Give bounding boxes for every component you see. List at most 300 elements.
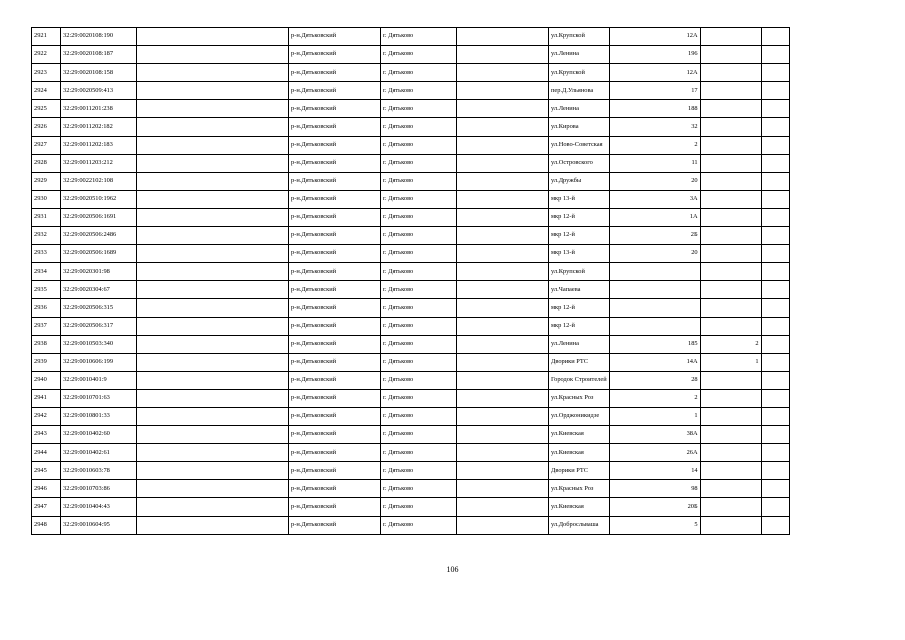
street-cell: ул.Кирова (549, 118, 610, 136)
empty-cell (761, 64, 789, 82)
street-cell: мкр 12-й (549, 227, 610, 245)
empty-cell (457, 353, 549, 371)
row-number-cell: 2923 (32, 64, 61, 82)
empty-cell (137, 208, 289, 226)
flat-number-cell (700, 190, 761, 208)
street-cell: мкр 12-й (549, 208, 610, 226)
city-cell: г. Дятьково (381, 118, 457, 136)
flat-number-cell (700, 172, 761, 190)
district-cell: р-н.Дятьковский (289, 154, 381, 172)
district-cell: р-н.Дятьковский (289, 371, 381, 389)
house-number-cell: 32 (609, 118, 700, 136)
district-cell: р-н.Дятьковский (289, 353, 381, 371)
district-cell: р-н.Дятьковский (289, 208, 381, 226)
empty-cell (137, 46, 289, 64)
table-row (32, 28, 790, 46)
house-number-cell: 14 (609, 462, 700, 480)
cadastral-number-cell: 32:29:0020108:158 (61, 64, 137, 82)
house-number-cell: 12А (609, 64, 700, 82)
city-cell: г. Дятьково (381, 208, 457, 226)
empty-cell (137, 498, 289, 516)
cadastral-number-cell: 32:29:0022102:108 (61, 172, 137, 190)
table-row (32, 263, 790, 281)
district-cell: р-н.Дятьковский (289, 46, 381, 64)
empty-cell (457, 28, 549, 46)
empty-cell (761, 154, 789, 172)
empty-cell (137, 64, 289, 82)
empty-cell (457, 444, 549, 462)
empty-cell (761, 317, 789, 335)
house-number-cell: 28 (609, 371, 700, 389)
row-number-cell: 2948 (32, 516, 61, 534)
district-cell: р-н.Дятьковский (289, 389, 381, 407)
flat-number-cell (700, 28, 761, 46)
empty-cell (137, 263, 289, 281)
empty-cell (761, 28, 789, 46)
street-cell: Дворики РТС (549, 462, 610, 480)
flat-number-cell: 2 (700, 335, 761, 353)
row-number-cell: 2922 (32, 46, 61, 64)
row-number-cell: 2929 (32, 172, 61, 190)
district-cell: р-н.Дятьковский (289, 100, 381, 118)
empty-cell (457, 100, 549, 118)
cadastral-number-cell: 32:29:0020108:187 (61, 46, 137, 64)
house-number-cell: 196 (609, 46, 700, 64)
cadastral-number-cell: 32:29:0011201:238 (61, 100, 137, 118)
empty-cell (761, 263, 789, 281)
empty-cell (137, 100, 289, 118)
row-number-cell: 2924 (32, 82, 61, 100)
row-number-cell: 2933 (32, 245, 61, 263)
cadastral-number-cell: 32:29:0020506:315 (61, 299, 137, 317)
house-number-cell: 1 (609, 407, 700, 425)
cadastral-number-cell: 32:29:0020304:67 (61, 281, 137, 299)
flat-number-cell (700, 389, 761, 407)
empty-cell (137, 245, 289, 263)
house-number-cell: 20 (609, 245, 700, 263)
cadastral-number-cell: 32:29:0010703:86 (61, 480, 137, 498)
empty-cell (761, 407, 789, 425)
district-cell: р-н.Дятьковский (289, 118, 381, 136)
empty-cell (457, 426, 549, 444)
table-row (32, 353, 790, 371)
cadastral-number-cell: 32:29:0020510:1962 (61, 190, 137, 208)
empty-cell (457, 46, 549, 64)
house-number-cell: 98 (609, 480, 700, 498)
district-cell: р-н.Дятьковский (289, 28, 381, 46)
street-cell: Дворики РТС (549, 353, 610, 371)
flat-number-cell (700, 118, 761, 136)
flat-number-cell (700, 371, 761, 389)
street-cell: мкр 13-й (549, 190, 610, 208)
district-cell: р-н.Дятьковский (289, 172, 381, 190)
cadastral-number-cell: 32:29:0010801:33 (61, 407, 137, 425)
district-cell: р-н.Дятьковский (289, 516, 381, 534)
empty-cell (137, 407, 289, 425)
cadastral-number-cell: 32:29:0011203:212 (61, 154, 137, 172)
row-number-cell: 2944 (32, 444, 61, 462)
flat-number-cell (700, 480, 761, 498)
table-row (32, 245, 790, 263)
table-row (32, 389, 790, 407)
empty-cell (137, 136, 289, 154)
cadastral-number-cell: 32:29:0010603:78 (61, 462, 137, 480)
city-cell: г. Дятьково (381, 281, 457, 299)
row-number-cell: 2931 (32, 208, 61, 226)
table-row (32, 208, 790, 226)
row-number-cell: 2942 (32, 407, 61, 425)
empty-cell (761, 227, 789, 245)
table-row (32, 317, 790, 335)
district-cell: р-н.Дятьковский (289, 263, 381, 281)
flat-number-cell (700, 46, 761, 64)
house-number-cell: 1А (609, 208, 700, 226)
empty-cell (457, 64, 549, 82)
empty-cell (137, 389, 289, 407)
row-number-cell: 2927 (32, 136, 61, 154)
house-number-cell: 2Б (609, 227, 700, 245)
table-row (32, 281, 790, 299)
cadastral-number-cell: 32:29:0010402:60 (61, 426, 137, 444)
empty-cell (137, 154, 289, 172)
district-cell: р-н.Дятьковский (289, 227, 381, 245)
empty-cell (761, 498, 789, 516)
street-cell: ул.Красных Роз (549, 389, 610, 407)
empty-cell (457, 245, 549, 263)
house-number-cell: 14А (609, 353, 700, 371)
flat-number-cell (700, 100, 761, 118)
table-row (32, 190, 790, 208)
street-cell: ул.Киевская (549, 498, 610, 516)
district-cell: р-н.Дятьковский (289, 317, 381, 335)
city-cell: г. Дятьково (381, 227, 457, 245)
district-cell: р-н.Дятьковский (289, 480, 381, 498)
empty-cell (137, 444, 289, 462)
table-row (32, 100, 790, 118)
flat-number-cell (700, 208, 761, 226)
district-cell: р-н.Дятьковский (289, 299, 381, 317)
city-cell: г. Дятьково (381, 426, 457, 444)
empty-cell (457, 480, 549, 498)
street-cell: ул.Киевская (549, 444, 610, 462)
city-cell: г. Дятьково (381, 353, 457, 371)
empty-cell (761, 426, 789, 444)
street-cell: ул.Крупской (549, 263, 610, 281)
row-number-cell: 2946 (32, 480, 61, 498)
district-cell: р-н.Дятьковский (289, 407, 381, 425)
row-number-cell: 2930 (32, 190, 61, 208)
street-cell: мкр 13-й (549, 245, 610, 263)
empty-cell (761, 136, 789, 154)
row-number-cell: 2937 (32, 317, 61, 335)
street-cell: ул.Красных Роз (549, 480, 610, 498)
empty-cell (457, 190, 549, 208)
empty-cell (761, 353, 789, 371)
empty-cell (457, 263, 549, 281)
table-body (32, 28, 790, 535)
table-row (32, 172, 790, 190)
empty-cell (761, 245, 789, 263)
city-cell: г. Дятьково (381, 64, 457, 82)
table-row (32, 154, 790, 172)
city-cell: г. Дятьково (381, 389, 457, 407)
empty-cell (457, 208, 549, 226)
street-cell: ул.Добросльваша (549, 516, 610, 534)
cadastral-number-cell: 32:29:0010701:63 (61, 389, 137, 407)
empty-cell (137, 371, 289, 389)
district-cell: р-н.Дятьковский (289, 335, 381, 353)
city-cell: г. Дятьково (381, 480, 457, 498)
street-cell: ул.Орджоникидзе (549, 407, 610, 425)
house-number-cell: 20Б (609, 498, 700, 516)
row-number-cell: 2940 (32, 371, 61, 389)
empty-cell (457, 299, 549, 317)
empty-cell (457, 317, 549, 335)
city-cell: г. Дятьково (381, 516, 457, 534)
flat-number-cell (700, 516, 761, 534)
street-cell: мкр 12-й (549, 317, 610, 335)
row-number-cell: 2938 (32, 335, 61, 353)
cadastral-number-cell: 32:29:0020506:1691 (61, 208, 137, 226)
empty-cell (457, 371, 549, 389)
cadastral-number-cell: 32:29:0020506:1689 (61, 245, 137, 263)
flat-number-cell (700, 263, 761, 281)
empty-cell (457, 154, 549, 172)
row-number-cell: 2932 (32, 227, 61, 245)
street-cell: ул.Дружбы (549, 172, 610, 190)
row-number-cell: 2941 (32, 389, 61, 407)
empty-cell (761, 389, 789, 407)
flat-number-cell (700, 462, 761, 480)
house-number-cell: 17 (609, 82, 700, 100)
empty-cell (457, 498, 549, 516)
city-cell: г. Дятьково (381, 263, 457, 281)
empty-cell (761, 100, 789, 118)
city-cell: г. Дятьково (381, 462, 457, 480)
city-cell: г. Дятьково (381, 82, 457, 100)
empty-cell (457, 136, 549, 154)
flat-number-cell (700, 281, 761, 299)
street-cell: ул.Крупской (549, 28, 610, 46)
flat-number-cell (700, 407, 761, 425)
table-row (32, 335, 790, 353)
city-cell: г. Дятьково (381, 46, 457, 64)
empty-cell (137, 335, 289, 353)
table-row (32, 407, 790, 425)
house-number-cell: 5 (609, 516, 700, 534)
flat-number-cell (700, 245, 761, 263)
city-cell: г. Дятьково (381, 444, 457, 462)
empty-cell (137, 118, 289, 136)
row-number-cell: 2926 (32, 118, 61, 136)
table-row (32, 118, 790, 136)
house-number-cell: 26А (609, 444, 700, 462)
house-number-cell: 38А (609, 426, 700, 444)
house-number-cell: 11 (609, 154, 700, 172)
property-table (31, 27, 790, 535)
empty-cell (457, 172, 549, 190)
row-number-cell: 2945 (32, 462, 61, 480)
table-row (32, 64, 790, 82)
empty-cell (137, 227, 289, 245)
city-cell: г. Дятьково (381, 172, 457, 190)
empty-cell (457, 227, 549, 245)
street-cell: ул.Островского (549, 154, 610, 172)
street-cell: ул.Крупской (549, 64, 610, 82)
flat-number-cell (700, 444, 761, 462)
city-cell: г. Дятьково (381, 299, 457, 317)
empty-cell (457, 462, 549, 480)
table-row (32, 498, 790, 516)
table-row (32, 299, 790, 317)
empty-cell (761, 172, 789, 190)
street-cell: ул.Ленина (549, 335, 610, 353)
house-number-cell: 2 (609, 389, 700, 407)
street-cell: ул.Ново-Советская (549, 136, 610, 154)
house-number-cell (609, 263, 700, 281)
flat-number-cell (700, 227, 761, 245)
flat-number-cell (700, 136, 761, 154)
flat-number-cell (700, 154, 761, 172)
empty-cell (761, 444, 789, 462)
cadastral-number-cell: 32:29:0010604:95 (61, 516, 137, 534)
district-cell: р-н.Дятьковский (289, 444, 381, 462)
empty-cell (761, 335, 789, 353)
house-number-cell: 185 (609, 335, 700, 353)
table-row (32, 227, 790, 245)
street-cell: ул.Киевская (549, 426, 610, 444)
city-cell: г. Дятьково (381, 136, 457, 154)
city-cell: г. Дятьково (381, 371, 457, 389)
empty-cell (137, 426, 289, 444)
city-cell: г. Дятьково (381, 317, 457, 335)
empty-cell (137, 299, 289, 317)
street-cell: ул.Чапаева (549, 281, 610, 299)
table-row (32, 136, 790, 154)
table-row (32, 82, 790, 100)
empty-cell (761, 46, 789, 64)
district-cell: р-н.Дятьковский (289, 426, 381, 444)
table-row (32, 444, 790, 462)
city-cell: г. Дятьково (381, 190, 457, 208)
city-cell: г. Дятьково (381, 245, 457, 263)
empty-cell (761, 82, 789, 100)
city-cell: г. Дятьково (381, 335, 457, 353)
row-number-cell: 2934 (32, 263, 61, 281)
cadastral-number-cell: 32:29:0010401:9 (61, 371, 137, 389)
house-number-cell (609, 299, 700, 317)
street-cell: ул.Ленина (549, 100, 610, 118)
cadastral-number-cell: 32:29:0020108:190 (61, 28, 137, 46)
empty-cell (137, 82, 289, 100)
district-cell: р-н.Дятьковский (289, 245, 381, 263)
district-cell: р-н.Дятьковский (289, 82, 381, 100)
city-cell: г. Дятьково (381, 154, 457, 172)
row-number-cell: 2936 (32, 299, 61, 317)
empty-cell (761, 208, 789, 226)
empty-cell (137, 353, 289, 371)
empty-cell (137, 281, 289, 299)
empty-cell (137, 172, 289, 190)
row-number-cell: 2939 (32, 353, 61, 371)
row-number-cell: 2947 (32, 498, 61, 516)
empty-cell (761, 371, 789, 389)
empty-cell (761, 190, 789, 208)
cadastral-number-cell: 32:29:0020506:317 (61, 317, 137, 335)
cadastral-number-cell: 32:29:0020506:2486 (61, 227, 137, 245)
house-number-cell (609, 317, 700, 335)
empty-cell (137, 462, 289, 480)
house-number-cell: 20 (609, 172, 700, 190)
house-number-cell (609, 281, 700, 299)
empty-cell (457, 281, 549, 299)
empty-cell (137, 516, 289, 534)
page-number: 106 (446, 565, 459, 574)
district-cell: р-н.Дятьковский (289, 281, 381, 299)
district-cell: р-н.Дятьковский (289, 64, 381, 82)
empty-cell (761, 281, 789, 299)
district-cell: р-н.Дятьковский (289, 190, 381, 208)
table-row (32, 46, 790, 64)
empty-cell (137, 28, 289, 46)
empty-cell (457, 407, 549, 425)
empty-cell (137, 317, 289, 335)
empty-cell (761, 462, 789, 480)
row-number-cell: 2925 (32, 100, 61, 118)
flat-number-cell (700, 299, 761, 317)
table-row (32, 371, 790, 389)
table-row (32, 462, 790, 480)
empty-cell (137, 480, 289, 498)
table-row (32, 480, 790, 498)
house-number-cell: 2 (609, 136, 700, 154)
city-cell: г. Дятьково (381, 28, 457, 46)
row-number-cell: 2921 (32, 28, 61, 46)
empty-cell (761, 480, 789, 498)
empty-cell (457, 389, 549, 407)
street-cell: мкр 12-й (549, 299, 610, 317)
row-number-cell: 2943 (32, 426, 61, 444)
house-number-cell: 188 (609, 100, 700, 118)
flat-number-cell (700, 317, 761, 335)
empty-cell (761, 299, 789, 317)
district-cell: р-н.Дятьковский (289, 462, 381, 480)
city-cell: г. Дятьково (381, 498, 457, 516)
row-number-cell: 2935 (32, 281, 61, 299)
cadastral-number-cell: 32:29:0010606:199 (61, 353, 137, 371)
cadastral-number-cell: 32:29:0020301:98 (61, 263, 137, 281)
empty-cell (457, 82, 549, 100)
empty-cell (457, 335, 549, 353)
street-cell: пер.Д.Ульянова (549, 82, 610, 100)
flat-number-cell (700, 82, 761, 100)
house-number-cell: 12А (609, 28, 700, 46)
table-row (32, 426, 790, 444)
city-cell: г. Дятьково (381, 407, 457, 425)
house-number-cell: 3А (609, 190, 700, 208)
empty-cell (761, 516, 789, 534)
street-cell: Городок Строителей (549, 371, 610, 389)
cadastral-number-cell: 32:29:0010404:43 (61, 498, 137, 516)
table-row (32, 516, 790, 534)
empty-cell (457, 118, 549, 136)
city-cell: г. Дятьково (381, 100, 457, 118)
cadastral-number-cell: 32:29:0010503:340 (61, 335, 137, 353)
flat-number-cell (700, 426, 761, 444)
empty-cell (457, 516, 549, 534)
empty-cell (761, 118, 789, 136)
cadastral-number-cell: 32:29:0020509:413 (61, 82, 137, 100)
